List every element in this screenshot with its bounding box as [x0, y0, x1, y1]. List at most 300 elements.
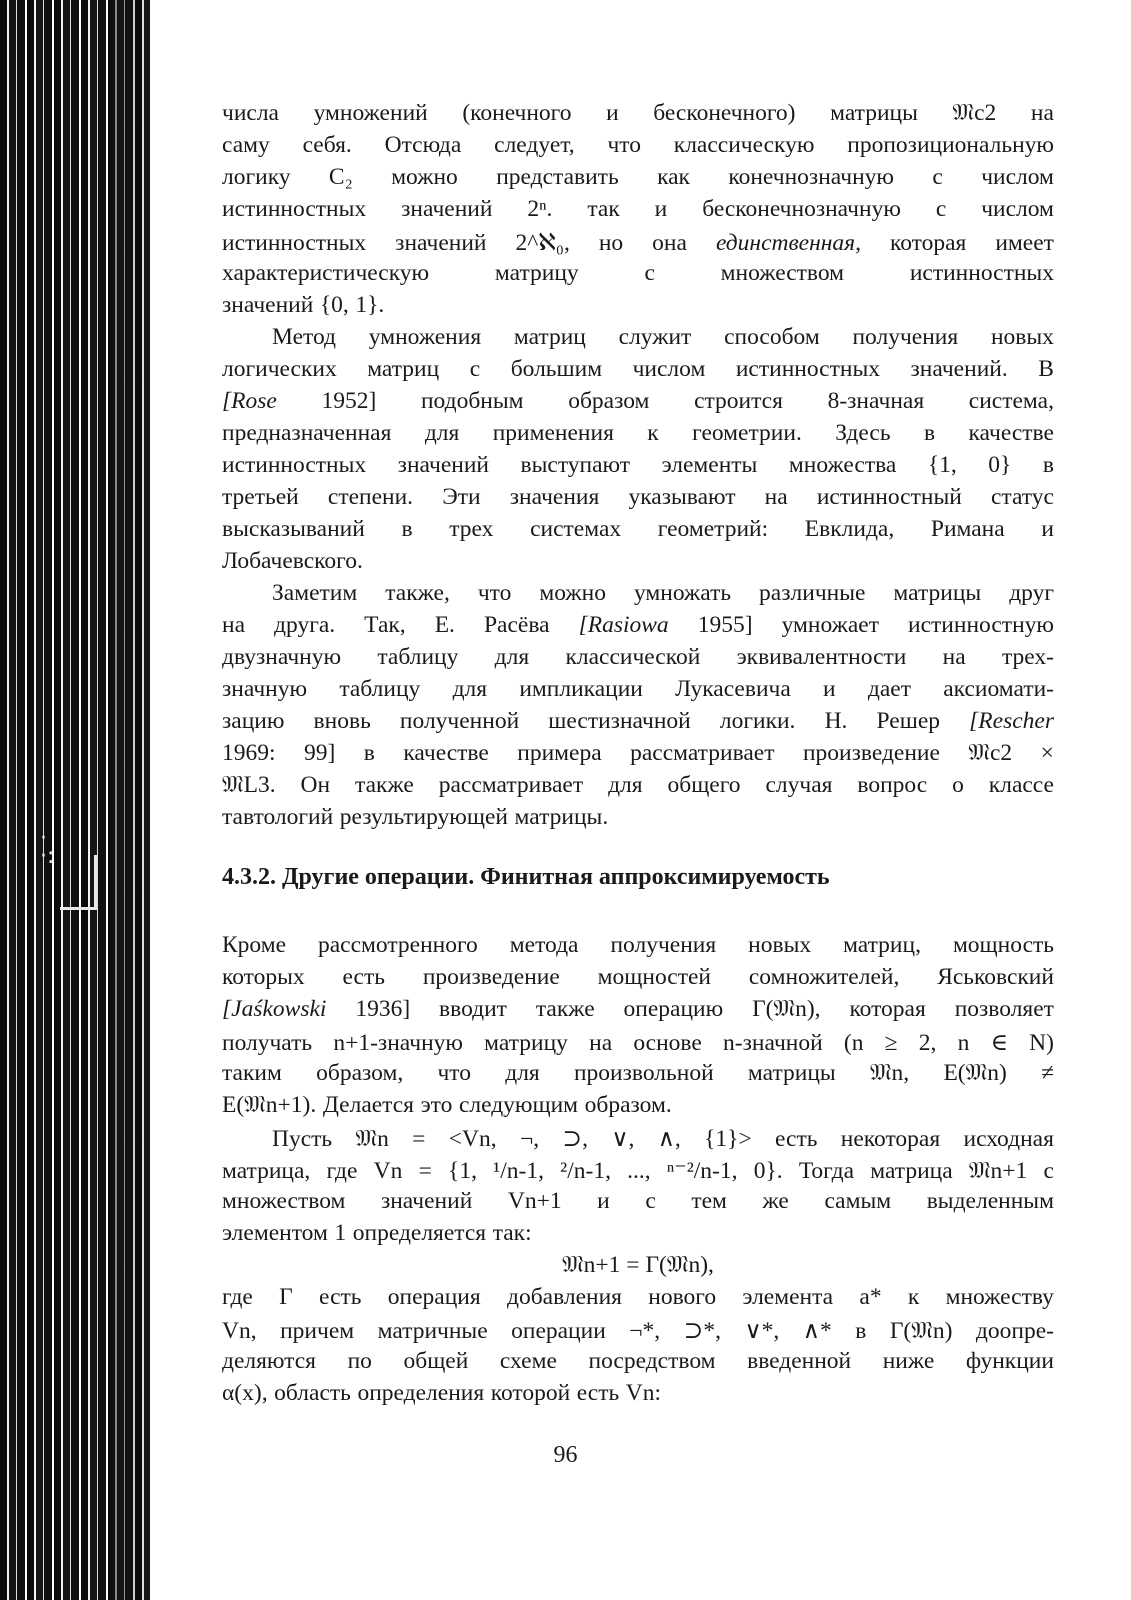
word: Лукасевича: [675, 676, 791, 702]
text-line: [222, 452, 1054, 484]
word: на: [764, 484, 788, 510]
word: {1,: [448, 1158, 477, 1184]
word: матриц,: [843, 932, 921, 958]
word: система,: [968, 388, 1054, 414]
word: для: [494, 644, 530, 670]
word: тем: [691, 1188, 727, 1214]
word: на: [1030, 100, 1054, 126]
word: конечнозначную: [728, 164, 894, 190]
word: Vn:: [625, 1380, 662, 1406]
word: матрицы: [893, 580, 982, 606]
text-line: [222, 548, 1054, 580]
word: 𝔐L3.: [222, 772, 276, 798]
word: новых: [748, 932, 812, 958]
word: операцию: [623, 996, 724, 1022]
binding-marks: · ·:: [40, 826, 55, 869]
word: для: [608, 772, 643, 798]
word: которая: [849, 996, 926, 1022]
word: что: [607, 132, 641, 158]
word: <Vn,: [448, 1126, 497, 1152]
word: которых: [222, 964, 305, 990]
word: матрицу: [494, 260, 579, 286]
word: третьей: [222, 484, 299, 510]
word: C₂: [328, 164, 353, 190]
text-line: [222, 804, 1054, 836]
word: основе: [633, 1030, 702, 1056]
word: (конечного: [462, 100, 572, 126]
word: представить: [496, 164, 619, 190]
word: есть: [342, 964, 385, 990]
word: позволяет: [954, 996, 1054, 1022]
word: и: [1041, 516, 1054, 542]
word: элементом: [222, 1220, 328, 1246]
word: которой: [490, 1380, 571, 1406]
word: к: [907, 1284, 920, 1310]
text-line: [222, 228, 1054, 260]
word: {1}>: [704, 1126, 752, 1152]
word: исходная: [963, 1126, 1054, 1152]
word: Γ(𝔐n): [889, 1318, 953, 1344]
word: логику: [222, 164, 291, 190]
word: себя.: [302, 132, 352, 158]
word: следует,: [494, 132, 575, 158]
word: геометрий:: [657, 516, 769, 542]
word: ∨*,: [744, 1318, 780, 1344]
word: В: [1038, 356, 1054, 382]
word: 1969:: [222, 740, 276, 766]
word: Лобачевского.: [222, 548, 363, 574]
word: произведение: [802, 740, 940, 766]
word: бесконечнозначную: [702, 196, 901, 222]
binding-bracket: [60, 855, 97, 910]
word: 𝔐c2: [968, 740, 1013, 766]
word: различные: [759, 580, 866, 606]
word: матриц: [367, 356, 440, 382]
word: новых: [990, 324, 1054, 350]
word: [Rasiowa: [578, 612, 669, 638]
word: Евклида,: [804, 516, 895, 542]
word: множества: [788, 452, 897, 478]
paragraph-3: [222, 580, 1054, 836]
text-line: [222, 772, 1054, 804]
word: мощностей: [597, 964, 712, 990]
paragraph-5: [222, 1124, 1054, 1252]
word: множеством: [222, 1188, 346, 1214]
word: Кроме: [222, 932, 287, 958]
word: также: [535, 996, 595, 1022]
word: на: [222, 612, 246, 638]
word: причем: [280, 1318, 355, 1344]
text-line: [222, 420, 1054, 452]
text-line: [222, 484, 1054, 516]
word: 0}.: [753, 1158, 783, 1184]
word: 1952]: [321, 388, 377, 414]
paragraph-6: [222, 1284, 1054, 1412]
word: зацию: [222, 708, 285, 734]
word: Γ(𝔐n),: [752, 996, 821, 1022]
word: операции: [511, 1318, 606, 1344]
word: значную: [222, 676, 308, 702]
word: степени.: [327, 484, 414, 510]
word: применения: [492, 420, 614, 446]
text-line: [222, 516, 1054, 548]
word: Он: [300, 772, 331, 798]
word: общей: [403, 1348, 469, 1374]
word: ¬,: [519, 1126, 540, 1152]
word: матричные: [377, 1318, 488, 1344]
word: имеет: [995, 230, 1054, 256]
word: двузначную: [222, 644, 342, 670]
word: предназначенная: [222, 420, 392, 446]
word: нового: [648, 1284, 717, 1310]
page-text: [222, 100, 1054, 1412]
word: значений.: [910, 356, 1008, 382]
word: значений: [380, 1188, 473, 1214]
formula-text: 𝔐n+1 = Γ(𝔐n),: [562, 1252, 714, 1278]
word: 2,: [918, 1030, 937, 1056]
text-line: [222, 932, 1054, 964]
word: в: [363, 740, 375, 766]
word: 0}: [988, 452, 1012, 478]
word: 2ⁿ.: [527, 196, 553, 222]
text-line: [222, 580, 1054, 612]
word: где: [222, 1284, 253, 1310]
word: [Rescher: [969, 708, 1054, 734]
word: истинностную: [908, 612, 1054, 638]
word: качестве: [403, 740, 489, 766]
word: классическую: [673, 132, 815, 158]
text-line: [222, 644, 1054, 676]
word: статус: [990, 484, 1054, 510]
word: некоторая: [840, 1126, 941, 1152]
word: =: [412, 1126, 426, 1152]
word: Яськовский: [937, 964, 1054, 990]
text-line: [222, 708, 1054, 740]
word: для: [424, 420, 460, 446]
word: есть: [319, 1284, 362, 1310]
word: подобным: [420, 388, 524, 414]
text-line: [222, 964, 1054, 996]
word: ¹/n-1,: [493, 1158, 544, 1184]
word: {1,: [927, 452, 957, 478]
word: это: [420, 1092, 453, 1118]
word: способом: [724, 324, 820, 350]
word: умножений: [313, 100, 428, 126]
word: образом,: [316, 1060, 404, 1086]
word: шестизначной: [548, 708, 691, 734]
word: тавтологий: [222, 804, 334, 830]
word: произведение: [422, 964, 560, 990]
word: введенной: [747, 1348, 852, 1374]
word: так:: [492, 1220, 532, 1246]
word: выделенным: [926, 1188, 1054, 1214]
word: мощность: [952, 932, 1054, 958]
text-line: [222, 1284, 1054, 1316]
word: трех: [449, 516, 494, 542]
word: следующим: [458, 1092, 579, 1118]
paragraph-1: [222, 100, 1054, 324]
word: системах: [530, 516, 622, 542]
paragraph-2: [222, 324, 1054, 580]
word: значений: [401, 196, 493, 222]
word: умножать: [633, 580, 732, 606]
word: Расёва: [483, 612, 550, 638]
word: рассматривает: [630, 740, 775, 766]
word: 𝔐n,: [869, 1060, 910, 1086]
word: Так,: [364, 612, 406, 638]
word: по: [347, 1348, 372, 1374]
word: качестве: [968, 420, 1054, 446]
word: трех-: [1001, 644, 1054, 670]
word: 𝔐c2: [952, 100, 997, 126]
word: N): [1029, 1030, 1054, 1056]
text-line: [222, 740, 1054, 772]
word: примера: [517, 740, 602, 766]
word: она: [652, 230, 687, 256]
word: произвольной: [573, 1060, 714, 1086]
word: [Jaśkowski: [222, 996, 327, 1022]
word: и: [823, 676, 836, 702]
text-line: [222, 164, 1054, 196]
word: в: [401, 516, 413, 542]
word: Отсюда: [384, 132, 462, 158]
word: на: [942, 644, 966, 670]
word: умножения: [368, 324, 482, 350]
word: эквивалентности: [736, 644, 907, 670]
word: Решер: [876, 708, 941, 734]
word: 𝔐n: [355, 1126, 389, 1152]
text-line: [222, 356, 1054, 388]
word: истинностных: [222, 452, 367, 478]
word: матрица,: [222, 1158, 311, 1184]
word: можно: [539, 580, 606, 606]
word: деляются: [222, 1348, 316, 1374]
word: числа: [222, 100, 279, 126]
word: друг: [1009, 580, 1054, 606]
word: 1936]: [355, 996, 411, 1022]
word: к: [647, 420, 659, 446]
word: истинностных: [222, 196, 367, 222]
word: таблицу: [339, 676, 421, 702]
word: классической: [565, 644, 701, 670]
word: ∧,: [657, 1126, 681, 1152]
word: пропозициональную: [847, 132, 1054, 158]
word: и: [597, 1188, 610, 1214]
word: таким: [222, 1060, 282, 1086]
word: что: [437, 1060, 471, 1086]
scan-shadow: [110, 0, 150, 1600]
word: {0,: [319, 292, 349, 318]
word: значений: [397, 452, 489, 478]
text-line: [222, 100, 1054, 132]
word: бесконечного): [653, 100, 796, 126]
word: 𝔐n+1: [968, 1158, 1028, 1184]
word: логики.: [719, 708, 796, 734]
text-line: [222, 996, 1054, 1028]
text-line: [222, 196, 1054, 228]
text-line: [222, 1220, 1054, 1252]
word: вводит: [439, 996, 507, 1022]
word: с: [469, 356, 481, 382]
word: числом: [981, 196, 1054, 222]
word: E(𝔐n+1).: [222, 1092, 317, 1118]
word: числом: [632, 356, 706, 382]
word: в: [855, 1318, 867, 1344]
word: Γ: [279, 1284, 293, 1310]
word: истинностный: [816, 484, 962, 510]
word: ≥: [884, 1030, 898, 1056]
word: которая: [889, 230, 967, 256]
word: [Rose: [222, 388, 277, 414]
word: значений: [395, 230, 487, 256]
word: матрицы: [830, 100, 918, 126]
word: геометрии.: [692, 420, 802, 446]
word: таблицу: [377, 644, 459, 670]
paragraph-4: [222, 932, 1054, 1124]
word: с: [1043, 1158, 1054, 1184]
word: истинностных: [222, 230, 367, 256]
word: единственная,: [715, 230, 861, 256]
text-line: [222, 1124, 1054, 1156]
word: и: [654, 196, 668, 222]
word: для: [452, 676, 488, 702]
text-line: [222, 388, 1054, 420]
word: ∈: [990, 1030, 1008, 1056]
word: ∨,: [611, 1126, 635, 1152]
word: ×: [1040, 740, 1054, 766]
word: большим: [510, 356, 603, 382]
word: добавления: [506, 1284, 622, 1310]
word: истинностных: [909, 260, 1054, 286]
word: же: [762, 1188, 789, 1214]
page-number: 96: [553, 1442, 578, 1468]
word: метода: [509, 932, 579, 958]
word: Е.: [434, 612, 455, 638]
word: 1}.: [355, 292, 385, 318]
word: матрицы: [747, 1060, 836, 1086]
word: как: [657, 164, 690, 190]
word: схеме: [499, 1348, 557, 1374]
word: доопре-: [975, 1318, 1054, 1344]
word: определяется: [352, 1220, 487, 1246]
text-line: [222, 676, 1054, 708]
text-line: [222, 1316, 1054, 1348]
word: в: [1042, 452, 1054, 478]
word: Делается: [322, 1092, 414, 1118]
word: результирующей: [339, 804, 508, 830]
word: случая: [765, 772, 833, 798]
text-line: [222, 260, 1054, 292]
word: служит: [618, 324, 692, 350]
word: Пусть: [272, 1126, 333, 1152]
word: Заметим: [272, 580, 358, 606]
text-line: [222, 1060, 1054, 1092]
word: но: [598, 230, 624, 256]
word: друга.: [274, 612, 336, 638]
word: ≠: [1041, 1060, 1054, 1086]
word: есть: [775, 1126, 818, 1152]
word: также: [355, 772, 414, 798]
word: Vn,: [222, 1318, 257, 1344]
word: сомножителей,: [748, 964, 900, 990]
word: что: [477, 580, 512, 606]
word: ²/n-1,: [560, 1158, 611, 1184]
word: выступают: [520, 452, 631, 478]
word: значений: [222, 292, 314, 318]
word: α(x),: [222, 1380, 268, 1406]
word: истинностных: [735, 356, 880, 382]
word: с: [935, 196, 947, 222]
word: n-значной: [723, 1030, 823, 1056]
word: n+1-значную: [333, 1030, 463, 1056]
word: образом.: [584, 1092, 672, 1118]
word: на: [589, 1030, 613, 1056]
word: E(𝔐n): [943, 1060, 1007, 1086]
word: в: [923, 420, 936, 446]
word: получения: [852, 324, 959, 350]
section-heading: 4.3.2. Другие операции. Финитная аппроксимируемость: [222, 864, 830, 890]
word: с: [644, 260, 655, 286]
word: Метод: [272, 324, 337, 350]
word: и: [606, 100, 619, 126]
word: умножает: [781, 612, 879, 638]
word: ⊃*,: [683, 1318, 721, 1344]
word: (n: [843, 1030, 864, 1056]
word: ⁿ⁻²/n-1,: [666, 1158, 738, 1184]
word: логических: [222, 356, 337, 382]
word: ...,: [627, 1158, 651, 1184]
word: о: [952, 772, 964, 798]
word: Vn: [373, 1158, 403, 1184]
word: ¬*,: [629, 1318, 661, 1344]
text-line: [222, 324, 1054, 356]
word: вопрос: [857, 772, 928, 798]
word: можно: [391, 164, 458, 190]
word: 99]: [303, 740, 336, 766]
word: для: [505, 1060, 540, 1086]
text-line: [222, 292, 1054, 324]
word: ∧*: [802, 1318, 832, 1344]
word: Здесь: [835, 420, 891, 446]
word: Римана: [930, 516, 1005, 542]
word: элементы: [661, 452, 758, 478]
word: указывают: [628, 484, 736, 510]
word: элемента: [742, 1284, 834, 1310]
word: Эти: [442, 484, 481, 510]
word: Тогда: [798, 1158, 855, 1184]
word: матрица: [870, 1158, 953, 1184]
word: также,: [385, 580, 450, 606]
word: 1955]: [697, 612, 753, 638]
word: матрицу: [484, 1030, 568, 1056]
word: импликации: [519, 676, 643, 702]
text-line: [222, 612, 1054, 644]
word: получения: [610, 932, 717, 958]
text-line: [222, 1348, 1054, 1380]
word: ниже: [882, 1348, 935, 1374]
word: высказываний: [222, 516, 365, 542]
word: n: [957, 1030, 970, 1056]
word: 8-значная: [827, 388, 925, 414]
formula: [222, 1252, 1054, 1284]
word: характеристическую: [222, 260, 430, 286]
word: общего: [667, 772, 741, 798]
word: самым: [824, 1188, 892, 1214]
text-line: [222, 1092, 1054, 1124]
word: Vn+1: [507, 1188, 562, 1214]
word: множеству: [945, 1284, 1054, 1310]
text-line: [222, 1028, 1054, 1060]
